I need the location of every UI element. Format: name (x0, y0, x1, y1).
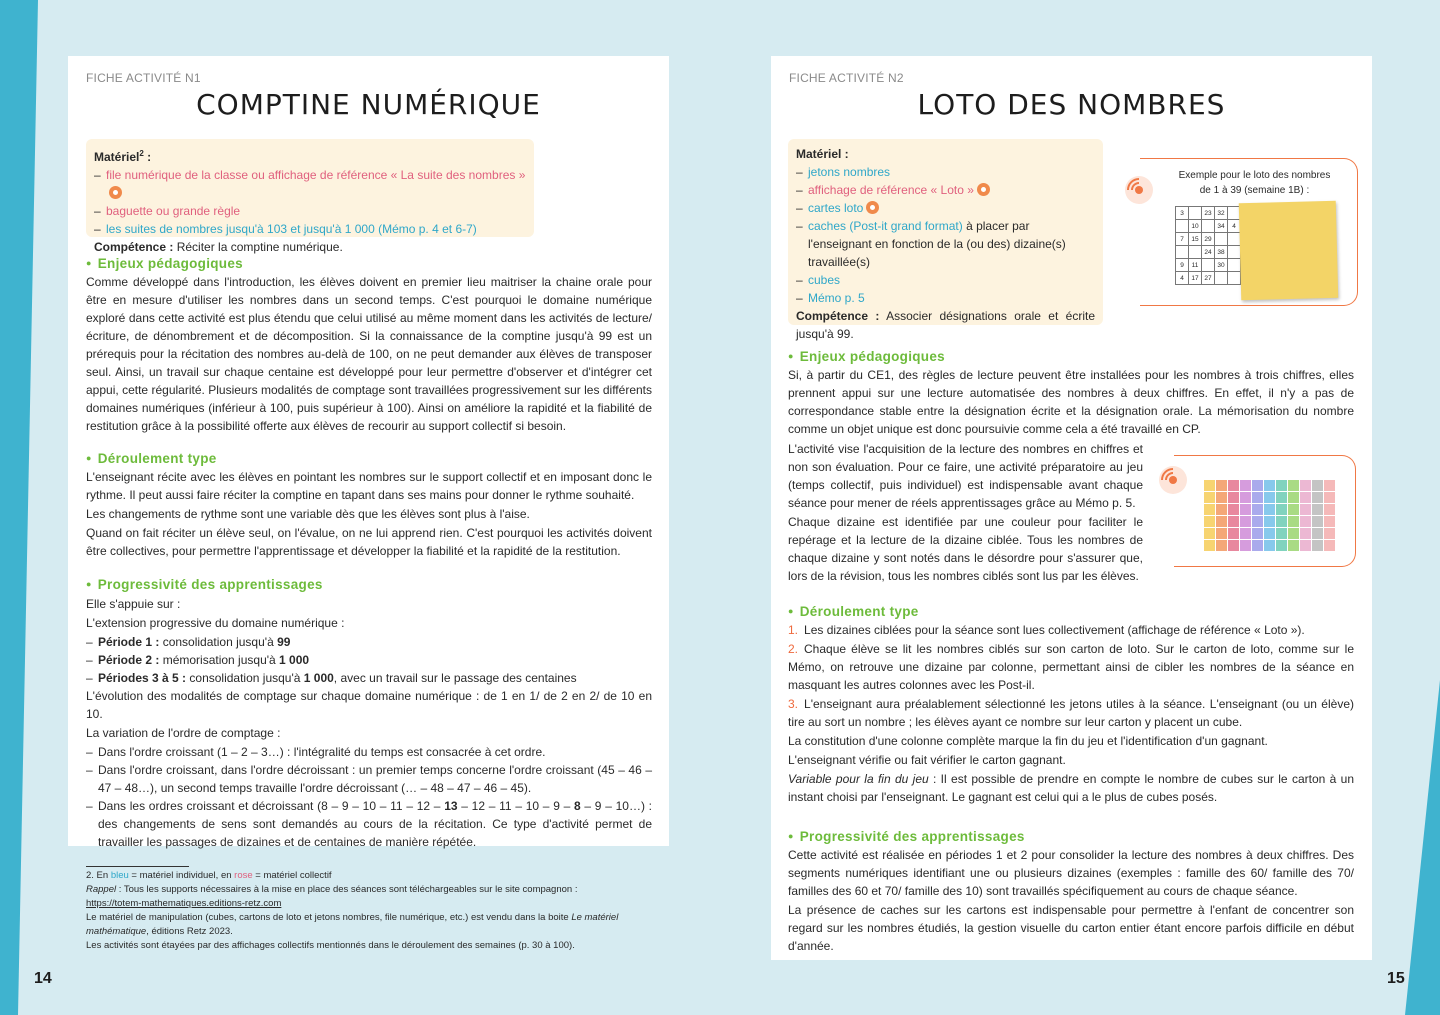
footnote: 2. En bleu = matériel individuel, en rose = matériel collectif Rappel : Tous les supports nécessaires à la mise en place des séances sont téléchargeables sur le site compagnon : https://totem-mathematiques.editions-retz.com Le matériel de manipulation (cubes, cartons de loto et jetons nombres, file numérique, etc.) est vendu dans la boite Le matériel mathématique, éditions Retz 2023. Les activités sont étayées par des affichages collectifs mentionnés dans le déroulement des semaines (p. 30 à 100). (86, 866, 666, 953)
grid-cell (1312, 540, 1323, 551)
section-heading-enjeux: ● Enjeux pédagogiques (86, 256, 243, 271)
enjeux-text: Comme développé dans l'introduction, les élèves doivent en premier lieu maitriser la chaine orale pour être en mesure d'utiliser les nombres dans un second temps. C'est pourquoi le domaine numérique exploré dans cette activité est plus étendu que celui utilisé au même moment dans les activités de lecture/écriture, de dénombrement et de décomposition. Si la connaissance de la comptine jusqu'à 99 est un prérequis pour la récitation des nombres au-delà de 100, on ne peut demander aux élèves de transposer seul. Ainsi, un travail sur chaque centaine est développé pour leur permettre d'observer et d'intégrer cet appui, cette régularité. Plusieurs modalités de comptage sont travaillées progressivement sur les différents domaines numériques (inférieur à 100, puis supérieur à 100). Ainsi on améliore la rapidité et la fiabilité de restitution grâce à la possibilité offerte aux élèves de recourir au support collectif si besoin. (86, 275, 652, 433)
page-number: 15 (1387, 970, 1405, 987)
grid-cell (1300, 480, 1311, 491)
materiel-item: – cartes loto (796, 199, 1095, 217)
periode-item: – Période 2 : mémorisation jusqu'à 1 000 (86, 651, 652, 669)
deroulement-text: L'enseignant récite avec les élèves en pointant les nombres sur le support collectif et en imposant donc le rythme. Il peut aussi faire réciter la comptine en tapant dans ses mains pour donner le rythme souhaité. Les changements de rythme sont une variable dès que les élèves sont plus à l'aise. Quand on fait réciter un élève seul, on l'évalue, on ne lui apprend rien. C'est pourquoi les activités doivent être collectives, pour permettre l'apprentissage et développer la fiabilité et la rapidité de la restitution. (86, 470, 652, 558)
grid-cell (1216, 492, 1227, 503)
progressivite-text: Elle s'appuie sur : L'extension progressive du domaine numérique : – Période 1 : consolidation jusqu'à 99 – Période 2 : mémorisation jusqu'à 1 000 – Périodes 3 à 5 : consolidation jusqu'à 1 000, avec un travail sur le passage des centaines L'évolution des modalités de comptage sur chaque domaine numérique : de 1 en 1/ de 2 en 2/ de 10 en 10. La variation de l'ordre de comptage : – Dans l'ordre croissant (1 – 2 – 3…) : l'intégralité du temps est consacrée à cet ordre. – Dans l'ordre croissant, dans l'ordre décroissant : un premier temps concerne l'ordre croissant (45 – 46 – 47 – 48…), un second temps travaille l'ordre décroissant (… – 48 – 47 – 46 – 45). – Dans les ordres croissant et décroissant (8 – 9 – 10 – 11 – 12 – 13 – 12 – 11 – 10 – 9 – 8 – 9 – 10…) : des changements de sens sont demandés au cours de la récitation. Ce type d'activité permet de travailler les passages de dizaines et de centaines de manière répétée. (86, 595, 652, 851)
grid-cell (1228, 492, 1239, 503)
grid-cell (1252, 480, 1263, 491)
grid-cell (1228, 516, 1239, 527)
grid-cell (1240, 540, 1251, 551)
grid-cell (1240, 504, 1251, 515)
grid-cell (1288, 492, 1299, 503)
grid-cell (1324, 516, 1335, 527)
grid-cell (1288, 516, 1299, 527)
materiel-heading: Matériel : (796, 147, 849, 161)
grid-cell (1264, 504, 1275, 515)
grid-cell (1228, 504, 1239, 515)
grid-cell (1288, 480, 1299, 491)
materiel-item: – les suites de nombres jusqu'à 103 et jusqu'à 1 000 (Mémo p. 4 et 6-7) (94, 220, 526, 238)
competence: Compétence : Associer désignations orale et écrite jusqu'à 99. (796, 309, 1095, 341)
materiel-item: – Mémo p. 5 (796, 289, 1095, 307)
illustration-caption: Exemple pour le loto des nombres de 1 à 39 (semaine 1B) : (1178, 170, 1331, 196)
grid-cell (1264, 480, 1275, 491)
grid-cell (1324, 504, 1335, 515)
grid-cell (1312, 480, 1323, 491)
grid-cell (1324, 540, 1335, 551)
cd-icon (866, 201, 879, 214)
grid-cell (1240, 528, 1251, 539)
audio-wave-icon (1158, 465, 1188, 495)
grid-cell (1276, 516, 1287, 527)
materiel-item: – caches (Post-it grand format) à placer par l'enseignant en fonction de la (ou des) dizaine(s) travaillée(s) (796, 217, 1095, 271)
section-heading-enjeux: ● Enjeux pédagogiques (788, 349, 945, 364)
grid-cell (1204, 480, 1215, 491)
materiel-item: – jetons nombres (796, 163, 1095, 181)
grid-cell (1204, 540, 1215, 551)
page-title: COMPTINE NUMÉRIQUE (196, 88, 541, 121)
competence: Compétence : Réciter la comptine numérique. (94, 240, 343, 254)
grid-cell (1216, 528, 1227, 539)
grid-cell (1252, 516, 1263, 527)
enjeux-text-2: L'activité vise l'acquisition de la lecture des nombres en chiffres et non son évaluation. Pour ce faire, une activité préparatoire au jeu (temps collectif, puis individuel) est indispensable avant chaque séance pour mener de réels apprentissages grâce au Mémo p. 5. Chaque dizaine est identifiée par une couleur pour faciliter le repérage et la lecture de la dizaine ciblée. Tous les nombres de chaque dizaine y sont notés dans le désordre pour s'assurer que, lors de la révision, tous les nombres ciblés sont lus par les élèves. (788, 442, 1143, 583)
materiel-heading: Matériel (94, 150, 140, 164)
grid-cell (1252, 528, 1263, 539)
materiel-item: – baguette ou grande règle (94, 202, 526, 220)
section-heading-progressivite: ● Progressivité des apprentissages (788, 829, 1025, 844)
variation-item: – Dans les ordres croissant et décroissant (8 – 9 – 10 – 11 – 12 – 13 – 12 – 11 – 10 – 9 – 8 – 9 – 10…) : des changements de sens sont demandés au cours de la récitation. Ce type d'activité permet de travailler les passages de dizaines et de centaines de manière répétée. (86, 797, 652, 851)
grid-cell (1276, 504, 1287, 515)
grid-cell (1312, 528, 1323, 539)
grid-cell (1324, 492, 1335, 503)
post-it-cache (1239, 201, 1339, 301)
grid-cell (1264, 516, 1275, 527)
grid-cell (1216, 480, 1227, 491)
grid-cell (1288, 528, 1299, 539)
grid-cell (1300, 492, 1311, 503)
grid-cell (1264, 492, 1275, 503)
grid-cell (1264, 528, 1275, 539)
materiel-item: – affichage de référence « Loto » (796, 181, 1095, 199)
grid-cell (1288, 540, 1299, 551)
deroulement-text: 1. Les dizaines ciblées pour la séance sont lues collectivement (affichage de référence « Loto »). 2. Chaque élève se lit les nombres ciblés sur son carton de loto. Sur le carton de loto, comme sur le Mémo, on retrouve une dizaine par colonne, permettant ainsi de cibler les nombres de la séance en masquant les autres colonnes avec les Post-il. 3. L'enseignant aura préalablement sélectionné les jetons utiles à la séance. L'enseignant (ou un élève) tire au sort un nombre ; les élèves ayant ce nombre sur leur carton y placent un cube. La constitution d'une colonne complète marque la fin du jeu et l'identification d'un gagnant. L'enseignant vérifie ou fait vérifier le carton gagnant. Variable pour la fin du jeu : Il est possible de prendre en compte le nombre de cubes sur le carton à un instant choisi par l'enseignant. Le gagnant est celui qui a le plus de cubes posés. (788, 623, 1354, 804)
grid-cell (1216, 504, 1227, 515)
grid-cell (1228, 540, 1239, 551)
progressivite-text: Cette activité est réalisée en périodes 1 et 2 pour consolider la lecture des nombres à deux chiffres. Des segments numériques identifiant une ou plusieurs dizaines (exemples : famille des 60/ famille des 70/ familles des 60 et 70/ famille des 10) sont travaillés spécifiquement au cours de chaque séance. La présence de caches sur les cartons est indispensable pour permettre à l'enfant de concentrer son regard sur les nombres étudiés, la gestion visuelle du carton entier étant encore parfois difficile en début d'année. (788, 848, 1354, 953)
grid-cell (1204, 492, 1215, 503)
grid-cell (1276, 540, 1287, 551)
grid-cell (1300, 516, 1311, 527)
footnote-ref: 2 (139, 149, 144, 158)
section-heading-progressivite: ● Progressivité des apprentissages (86, 577, 323, 592)
audio-wave-icon (1124, 175, 1154, 205)
grid-cell (1264, 540, 1275, 551)
page-title: LOTO DES NOMBRES (917, 88, 1226, 121)
grid-cell (1240, 492, 1251, 503)
materiel-box: Matériel$^2$ : – file numérique de la classe ou affichage de référence « La suite des nombres » – baguette ou grande règle – les suites de nombres jusqu'à 103 et jusqu'à 1 000 (Mémo p. 4 et 6-7) Compétence : Réciter la comptine numérique. (86, 139, 534, 237)
grid-cell (1324, 528, 1335, 539)
cd-icon (109, 186, 122, 199)
grid-cell (1276, 492, 1287, 503)
grid-cell (1228, 528, 1239, 539)
grid-cell (1216, 516, 1227, 527)
grid-cell (1204, 504, 1215, 515)
grid-cell (1276, 528, 1287, 539)
enjeux-text: Si, à partir du CE1, des règles de lecture peuvent être installées pour les nombres à trois chiffres, elles prennent appui sur une lecture automatisée des nombres à deux chiffres. En effet, il n'y a pas de correspondance stable entre la désignation écrite et la désignation orale. La mémorisation du nombre comme un objet unique est donc poursuivie comme cela a été travaillé en CP. (788, 368, 1354, 436)
section-heading-deroulement: ● Déroulement type (86, 451, 217, 466)
grid-cell (1276, 480, 1287, 491)
grid-cell (1204, 516, 1215, 527)
page-number: 14 (34, 970, 52, 987)
grid-cell (1252, 540, 1263, 551)
grid-cell (1252, 504, 1263, 515)
grid-cell (1240, 480, 1251, 491)
grid-cell (1240, 516, 1251, 527)
variation-item: – Dans l'ordre croissant, dans l'ordre décroissant : un premier temps concerne l'ordre croissant (45 – 46 – 47 – 48…), un second temps travaille l'ordre décroissant (… – 48 – 47 – 46 – 45). (86, 761, 652, 797)
grid-cell (1312, 492, 1323, 503)
footnote-rule (86, 866, 189, 867)
fiche-label: FICHE ACTIVITÉ N1 (86, 71, 201, 85)
loto-reference-grid (1204, 480, 1335, 551)
grid-cell (1288, 504, 1299, 515)
fiche-label: FICHE ACTIVITÉ N2 (789, 71, 904, 85)
grid-cell (1228, 480, 1239, 491)
grid-cell (1204, 528, 1215, 539)
grid-cell (1216, 540, 1227, 551)
loto-card: 3 23 32 10 34 4 7 15 29 24 38 9 11 30 4 17 27 (1175, 206, 1241, 285)
periode-item: – Périodes 3 à 5 : consolidation jusqu'à 1 000, avec un travail sur le passage des centaines (86, 669, 652, 687)
materiel-item: – cubes (796, 271, 1095, 289)
grid-cell (1300, 540, 1311, 551)
grid-cell (1312, 504, 1323, 515)
cd-icon (977, 183, 990, 196)
grid-cell (1300, 504, 1311, 515)
periode-item: – Période 1 : consolidation jusqu'à 99 (86, 633, 652, 651)
grid-cell (1300, 528, 1311, 539)
variation-item: – Dans l'ordre croissant (1 – 2 – 3…) : l'intégralité du temps est consacrée à cet ordre. (86, 743, 652, 761)
grid-cell (1324, 480, 1335, 491)
grid-cell (1252, 492, 1263, 503)
companion-link[interactable]: https://totem-mathematiques.editions-retz.com (86, 898, 282, 909)
materiel-item: – file numérique de la classe ou affichage de référence « La suite des nombres » (94, 166, 526, 202)
grid-cell (1312, 516, 1323, 527)
section-heading-deroulement: ● Déroulement type (788, 604, 919, 619)
materiel-box (788, 139, 1103, 341)
